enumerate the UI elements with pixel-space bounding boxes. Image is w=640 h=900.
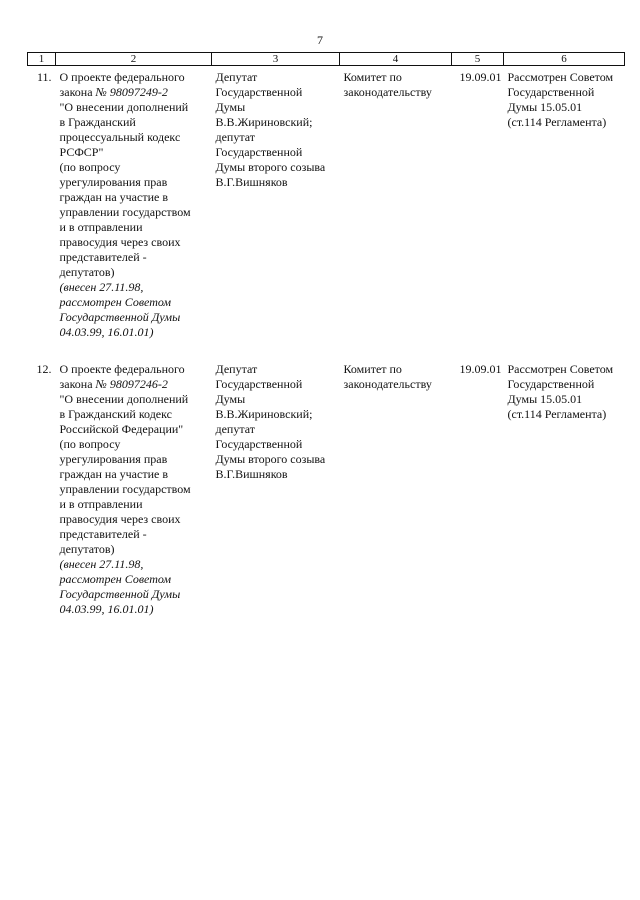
bill-title-intro: О проекте федерального закона bbox=[59, 70, 185, 99]
column-header-6: 6 bbox=[504, 53, 625, 66]
bills-register-table bbox=[27, 52, 625, 617]
column-header-5: 5 bbox=[452, 53, 504, 66]
table-row bbox=[28, 358, 625, 617]
column-header-1: 1 bbox=[28, 53, 56, 66]
page-number: 7 bbox=[317, 33, 323, 47]
table-header-row bbox=[28, 53, 625, 66]
responsible-committee: Комитет по законодательству bbox=[343, 362, 432, 391]
table-row bbox=[28, 66, 625, 341]
responsible-committee: Комитет по законодательству bbox=[343, 70, 432, 99]
row-spacer bbox=[28, 340, 625, 358]
bill-number: № 98097246-2 bbox=[95, 377, 168, 391]
column-header-3: 3 bbox=[212, 53, 340, 66]
bill-title-body: "О внесении дополнений в Гражданский кодекс Российской Федерации" (по вопросу урегулирования прав граждан на участие в управлении государством и в отправлении правосудия через своих представителей - депутатов) bbox=[59, 392, 191, 556]
bill-history-note: (внесен 27.11.98, рассмотрен Советом Государственной Думы 04.03.99, 16.01.01) bbox=[59, 280, 181, 339]
column-header-2: 2 bbox=[56, 53, 212, 66]
bill-title-body: "О внесении дополнений в Гражданский процессуальный кодекс РСФСР" (по вопросу урегулирования прав граждан на участие в управлении государством и в отправлении правосудия через своих представителей - депутатов) bbox=[59, 100, 191, 279]
bill-title bbox=[56, 358, 212, 617]
bill-authors: Депутат Государственной Думы В.В.Жириновский; депутат Государственной Думы второго созыва В.Г.Вишняков bbox=[215, 362, 326, 481]
row-number: 12. bbox=[36, 362, 52, 376]
bill-history-note: (внесен 27.11.98, рассмотрен Советом Государственной Думы 04.03.99, 16.01.01) bbox=[59, 557, 181, 616]
bill-title bbox=[56, 66, 212, 341]
review-date: 19.09.01 bbox=[459, 70, 502, 84]
bill-title-intro: О проекте федерального закона bbox=[59, 362, 185, 391]
bill-status: Рассмотрен Советом Государственной Думы 15.05.01 (ст.114 Регламента) bbox=[507, 362, 614, 421]
column-header-4: 4 bbox=[340, 53, 452, 66]
bill-number: № 98097249-2 bbox=[95, 85, 168, 99]
bill-status: Рассмотрен Советом Государственной Думы 15.05.01 (ст.114 Регламента) bbox=[507, 70, 614, 129]
bill-authors: Депутат Государственной Думы В.В.Жириновский; депутат Государственной Думы второго созыва В.Г.Вишняков bbox=[215, 70, 326, 189]
review-date: 19.09.01 bbox=[459, 362, 502, 376]
row-number: 11. bbox=[36, 70, 52, 84]
